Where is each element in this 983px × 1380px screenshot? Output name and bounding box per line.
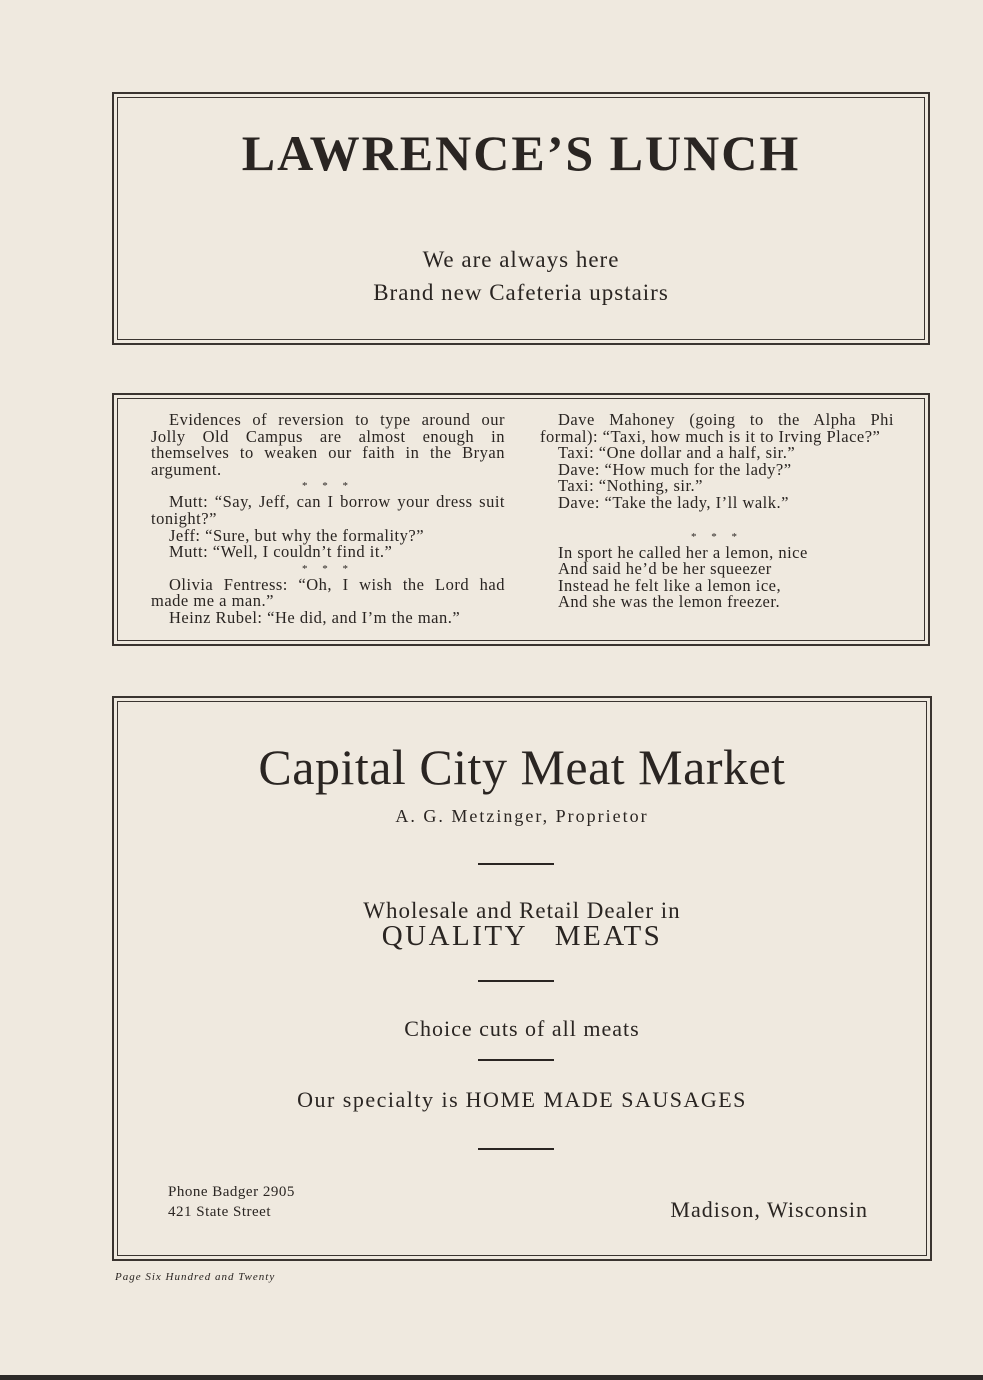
stars-divider: * * * [302,480,354,493]
joke-paragraph: Dave Mahoney (going to the Alpha Phi formal): “Taxi, how much is it to Irving Place?” [540,410,894,446]
contact-info [168,1182,295,1222]
ad-line: Brand new Cafeteria upstairs [373,280,669,305]
joke-paragraph: Jeff: “Sure, but why the formality?” [169,525,425,545]
proprietor: A. G. Metzinger, Proprietor [395,806,649,826]
stars-divider: * * * [691,530,743,543]
joke-paragraph: Heinz Rubel: “He did, and I’m the man.” [169,607,461,627]
jokes-box [112,393,930,646]
ad-line: We are always here [422,247,620,272]
ad-title: LAWRENCE’S LUNCH [241,125,801,181]
quality-meats: QUALITY MEATS [381,920,663,952]
meat-market-ad [112,696,932,1261]
dealer-line: Wholesale and Retail Dealer in [363,898,681,923]
page-edge [0,1375,983,1380]
ad-title: Capital City Meat Market [258,739,786,795]
joke-paragraph: Olivia Fentress: “Oh, I wish the Lord had made me a man.” [151,574,505,611]
jokes-left-column [151,412,505,627]
joke-paragraph: Dave: “How much for the lady?” [558,459,792,479]
specialty-item: HOME MADE SAUSAGES [465,1087,747,1112]
joke-paragraph: Evidences of reversion to type around our Jolly Old Campus are almost enough in themselves to weaken our faith in the Bryan argument. [151,410,505,479]
divider-rule [478,1059,554,1061]
verse-line: Instead he felt like a lemon ice, [558,575,782,595]
specialty-line [114,1087,930,1113]
divider-rule [478,1148,554,1150]
specialty-prefix: Our specialty is [297,1087,460,1112]
verse-line: In sport he called her a lemon, nice [558,542,808,562]
divider-rule [478,980,554,982]
joke-paragraph: Taxi: “Nothing, sir.” [558,476,703,496]
joke-paragraph: Mutt: “Say, Jeff, can I borrow your dress suit tonight?” [151,492,505,528]
joke-paragraph: Mutt: “Well, I couldn’t find it.” [169,542,393,562]
choice-cuts: Choice cuts of all meats [404,1016,640,1041]
city-location: Madison, Wisconsin [670,1197,868,1222]
divider-rule [478,863,554,865]
jokes-right-column [540,412,894,611]
phone-number: Phone Badger 2905 [168,1184,295,1200]
joke-paragraph: Taxi: “One dollar and a half, sir.” [558,443,796,463]
street-address: 421 State Street [168,1204,271,1220]
lawrences-lunch-ad [112,92,930,345]
stars-divider: * * * [302,562,354,575]
joke-paragraph: Dave: “Take the lady, I’ll walk.” [558,492,789,512]
page-number: Page Six Hundred and Twenty [115,1271,276,1283]
verse-line: And said he’d be her squeezer [558,559,772,579]
verse-line: And she was the lemon freezer. [558,592,781,612]
